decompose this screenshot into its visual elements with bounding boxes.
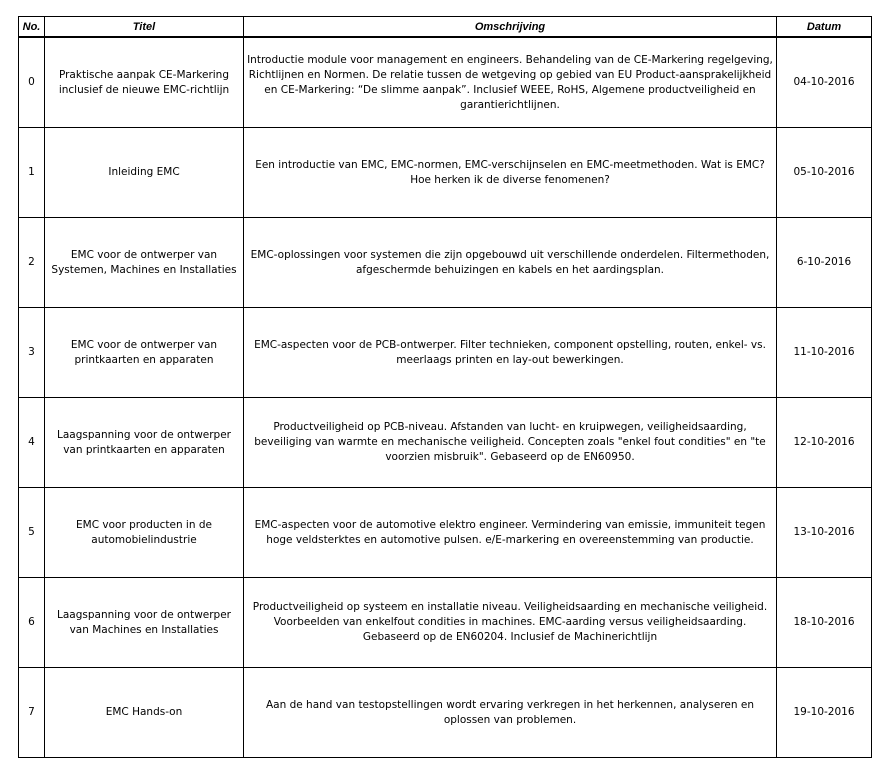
cell-titel: EMC voor producten in de automobielindustrie xyxy=(45,488,244,578)
cell-titel: EMC Hands-on xyxy=(45,668,244,758)
cell-no: 7 xyxy=(19,668,45,758)
cell-no: 0 xyxy=(19,37,45,128)
table-row xyxy=(19,398,872,488)
header-datum: Datum xyxy=(777,17,872,38)
cell-omschrijving: Aan de hand van testopstellingen wordt ervaring verkregen in het herkennen, analyseren en oplossen van problemen. xyxy=(244,668,777,758)
cell-omschrijving: EMC-aspecten voor de automotive elektro engineer. Vermindering van emissie, immuniteit tegen hoge veldsterktes en automotive pulsen. e/E-markering en overeenstemming van productie. xyxy=(244,488,777,578)
cell-omschrijving: Introductie module voor management en engineers. Behandeling van de CE-Markering regelgeving, Richtlijnen en Normen. De relatie tussen de wetgeving op gebied van EU Product-aansprakelijkheid en CE-Markering: “De slimme aanpak”. Inclusief WEEE, RoHS, Algemene productveiligheid en garantierichtlijnen. xyxy=(244,37,777,128)
table-row xyxy=(19,578,872,668)
header-no: No. xyxy=(19,17,45,38)
cell-datum: 04-10-2016 xyxy=(777,37,872,128)
cell-datum: 05-10-2016 xyxy=(777,128,872,218)
table-row xyxy=(19,488,872,578)
table-row xyxy=(19,128,872,218)
cell-no: 2 xyxy=(19,218,45,308)
cell-omschrijving: Een introductie van EMC, EMC-normen, EMC-verschijnselen en EMC-meetmethoden. Wat is EMC? Hoe herken ik de diverse fenomenen? xyxy=(244,128,777,218)
cell-no: 1 xyxy=(19,128,45,218)
cell-titel: Inleiding EMC xyxy=(45,128,244,218)
cell-no: 6 xyxy=(19,578,45,668)
header-row xyxy=(19,17,872,38)
cell-titel: Praktische aanpak CE-Markering inclusief de nieuwe EMC-richtlijn xyxy=(45,37,244,128)
cell-datum: 11-10-2016 xyxy=(777,308,872,398)
cell-omschrijving: Productveiligheid op PCB-niveau. Afstanden van lucht- en kruipwegen, veiligheidsaarding, beveiliging van warmte en mechanische veiligheid. Concepten zoals "enkel fout condities" en "te voorzien misbruik". Gebaseerd op de EN60950. xyxy=(244,398,777,488)
cell-titel: Laagspanning voor de ontwerper van printkaarten en apparaten xyxy=(45,398,244,488)
cell-datum: 12-10-2016 xyxy=(777,398,872,488)
cell-no: 5 xyxy=(19,488,45,578)
cell-titel: EMC voor de ontwerper van Systemen, Machines en Installaties xyxy=(45,218,244,308)
cell-datum: 6-10-2016 xyxy=(777,218,872,308)
cell-titel: Laagspanning voor de ontwerper van Machines en Installaties xyxy=(45,578,244,668)
table-row xyxy=(19,218,872,308)
cell-no: 3 xyxy=(19,308,45,398)
cell-omschrijving: Productveiligheid op systeem en installatie niveau. Veiligheidsaarding en mechanische veiligheid. Voorbeelden van enkelfout condities in machines. EMC-aarding versus veiligheidsaarding. Gebaseerd op de EN60204. Inclusief de Machinerichtlijn xyxy=(244,578,777,668)
table-body xyxy=(19,37,872,758)
cell-datum: 13-10-2016 xyxy=(777,488,872,578)
header-titel: Titel xyxy=(45,17,244,38)
course-schedule-table xyxy=(18,16,872,758)
table-row xyxy=(19,668,872,758)
table-row xyxy=(19,37,872,128)
cell-datum: 18-10-2016 xyxy=(777,578,872,668)
cell-omschrijving: EMC-aspecten voor de PCB-ontwerper. Filter technieken, component opstelling, routen, enkel- vs. meerlaags printen en lay-out bewerkingen. xyxy=(244,308,777,398)
cell-titel: EMC voor de ontwerper van printkaarten en apparaten xyxy=(45,308,244,398)
cell-omschrijving: EMC-oplossingen voor systemen die zijn opgebouwd uit verschillende onderdelen. Filtermethoden, afgeschermde behuizingen en kabels en het aardingsplan. xyxy=(244,218,777,308)
cell-no: 4 xyxy=(19,398,45,488)
header-omschrijving: Omschrijving xyxy=(244,17,777,38)
table-header xyxy=(19,17,872,38)
cell-datum: 19-10-2016 xyxy=(777,668,872,758)
table-row xyxy=(19,308,872,398)
